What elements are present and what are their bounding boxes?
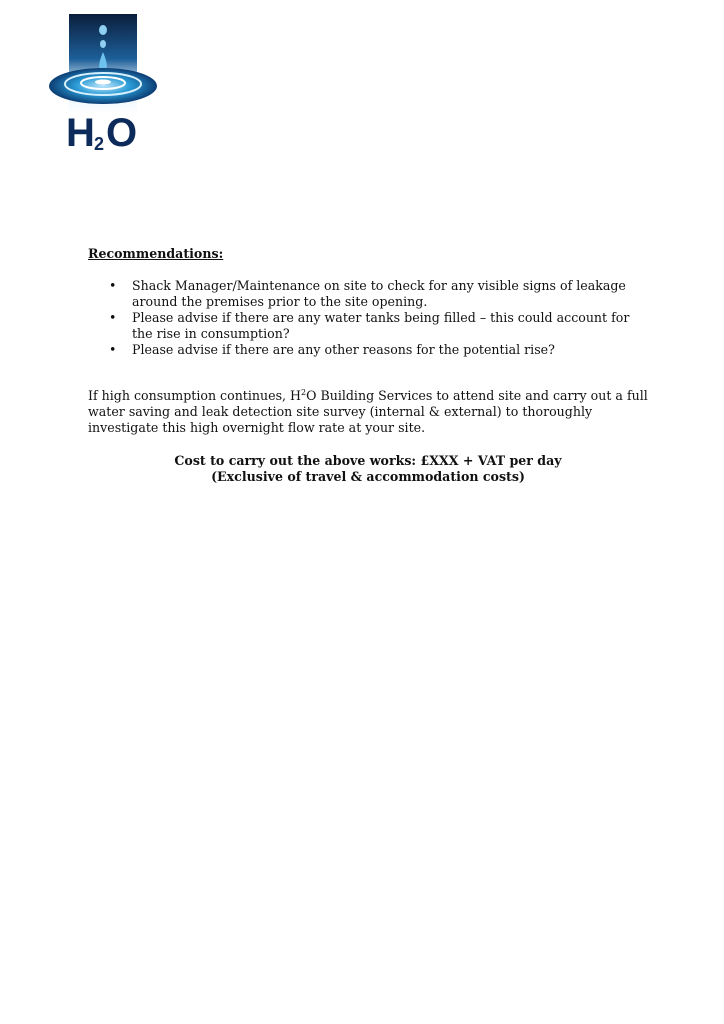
report-body xyxy=(88,246,648,485)
paragraph-text-end: O Building Services to attend site and carry out a full water saving and leak detection site survey (internal & external) to thoroughly investigate this high overnight flow rate at your site. xyxy=(88,388,648,435)
cost-block xyxy=(88,453,648,485)
bullet-icon: • xyxy=(109,278,117,293)
logo-letter-o: O xyxy=(106,111,138,155)
logo-subscript-2: 2 xyxy=(94,134,105,154)
recommendation-text: Please advise if there are any other reasons for the potential rise? xyxy=(132,342,555,357)
superscript-2: 2 xyxy=(301,388,307,397)
bullet-icon: • xyxy=(109,342,117,357)
cost-line: Cost to carry out the above works: £XXX + VAT per day xyxy=(174,453,562,468)
water-drop-logo-icon xyxy=(44,12,162,158)
recommendations-heading: Recommendations: xyxy=(88,246,224,261)
recommendations-list xyxy=(88,278,648,358)
list-item xyxy=(88,278,648,310)
list-item xyxy=(88,310,648,342)
list-item xyxy=(88,342,648,358)
cost-exclusions-line: (Exclusive of travel & accommodation costs) xyxy=(211,469,525,484)
paragraph-text-start: If high consumption continues, H xyxy=(88,388,302,403)
logo-letter-h: H xyxy=(66,111,95,155)
recommendation-text: Shack Manager/Maintenance on site to check for any visible signs of leakage around the premises prior to the site opening. xyxy=(132,278,626,309)
h2o-logo xyxy=(44,12,162,158)
recommendation-text: Please advise if there are any water tanks being filled – this could account for the rise in consumption? xyxy=(132,310,630,341)
bullet-icon: • xyxy=(109,310,117,325)
survey-paragraph xyxy=(88,388,648,436)
